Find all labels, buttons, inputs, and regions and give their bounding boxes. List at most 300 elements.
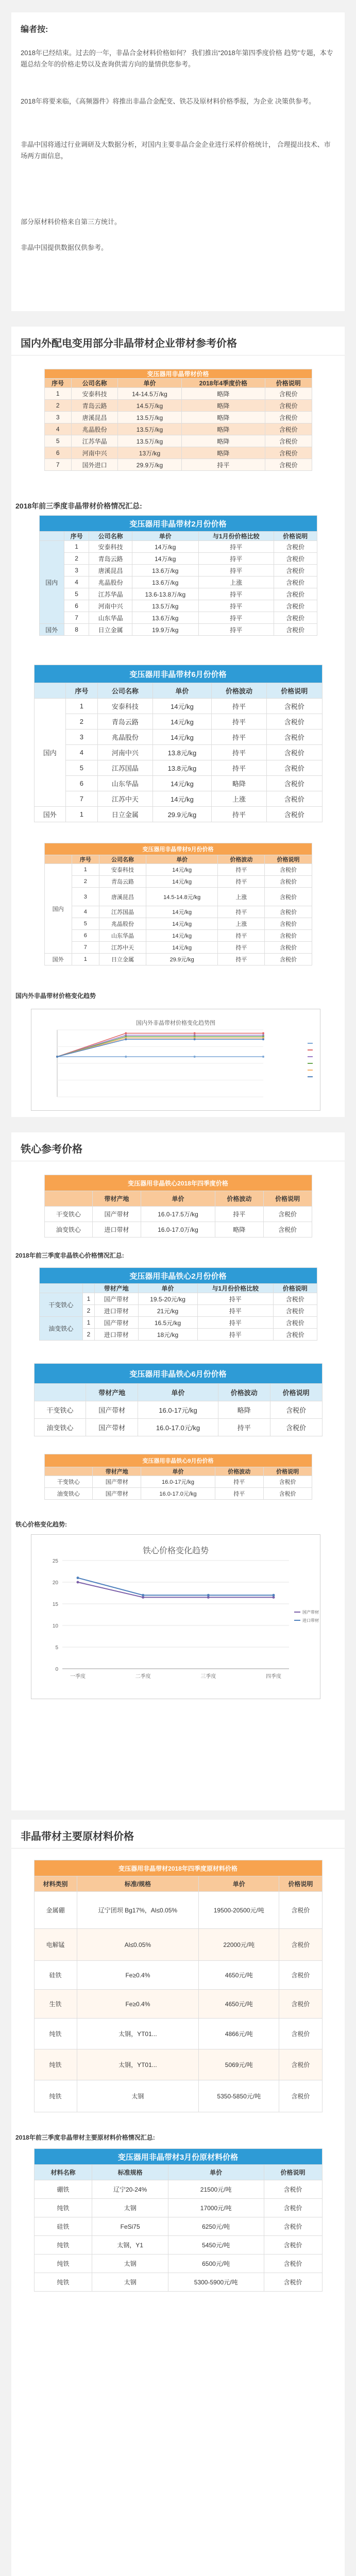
core-chart-plot — [37, 1550, 319, 1694]
header-cell: 单价 — [153, 683, 212, 699]
table-cell: 含税价 — [265, 906, 312, 918]
group-label: 干变铁心 — [44, 1207, 93, 1222]
table-row — [34, 2255, 322, 2273]
table-cell: 唐溪昆昌 — [89, 565, 132, 577]
table-cell: 唐溪昆昌 — [99, 888, 146, 906]
strip-jun-table — [34, 665, 323, 822]
header-cell — [34, 1384, 86, 1401]
table-row — [34, 714, 322, 730]
table-row — [34, 2019, 322, 2049]
table-cell: 干变铁心 — [34, 1401, 86, 1419]
table-cell: 持平 — [211, 730, 266, 745]
table-row — [34, 1419, 322, 1436]
header-cell: 价格波动 — [218, 1384, 270, 1401]
group-label: 国外 — [39, 624, 64, 636]
table-row — [34, 2049, 322, 2080]
header-cell: 单价 — [138, 1284, 197, 1293]
table-cell: 太钢，Y1 — [92, 2236, 168, 2255]
table-cell: 14元/kg — [153, 791, 212, 807]
table-cell: 山东华晶 — [97, 776, 152, 791]
header-cell: 公司名称 — [71, 379, 117, 388]
header-cell — [44, 1467, 93, 1476]
table-cell: 国产带材 — [95, 1317, 138, 1329]
y-tick-label: 25 — [52, 1558, 58, 1564]
y-tick-label: 0 — [55, 1667, 58, 1672]
table-cell: 含税价 — [265, 864, 312, 876]
core-chart-title: 铁心价格变化趋势 — [142, 1547, 209, 1555]
table-cell: FeSi75 — [92, 2217, 168, 2236]
table-cell: 含税价 — [263, 1222, 312, 1238]
table-row — [39, 600, 317, 612]
strip-jun-title: 变压器用非晶带材6月份价格 — [34, 665, 322, 683]
table-row — [44, 918, 312, 930]
table-cell: 19500-20500元/吨 — [199, 1892, 279, 1929]
table-cell: 含税价 — [274, 588, 317, 600]
table-cell: 辽宁20-24% — [92, 2180, 168, 2199]
table-cell: 8 — [64, 624, 89, 636]
raw-q4-title: 变压器用非晶带材2018年四季度原材料价格 — [34, 1860, 322, 1876]
core-jun-table — [34, 1363, 323, 1436]
table-cell: 持平 — [218, 876, 265, 888]
table-cell: 13.6万/kg — [132, 612, 198, 624]
table-cell: 国产带材 — [93, 1207, 141, 1222]
table-row — [44, 864, 312, 876]
strip-chart-plot — [37, 1020, 279, 1107]
header-cell: 材料类别 — [34, 1876, 77, 1892]
table-cell: 6 — [44, 447, 71, 459]
header-cell: 单价 — [199, 1876, 279, 1892]
table-cell: 青岛云路 — [89, 553, 132, 565]
group-label: 油变铁心 — [44, 1222, 93, 1238]
table-cell: 4 — [72, 906, 99, 918]
table-cell: 21元/kg — [138, 1305, 197, 1317]
table-row — [39, 541, 317, 553]
table-cell: 1 — [44, 388, 71, 400]
table-cell: 5 — [72, 918, 99, 930]
table-cell: 河南中兴 — [89, 600, 132, 612]
table-cell: 硅铁 — [34, 1961, 77, 1990]
data-point — [207, 1594, 210, 1597]
table-cell: 14元/kg — [146, 876, 218, 888]
table-cell: 日立金属 — [99, 954, 146, 965]
table-cell: 14元/kg — [153, 730, 212, 745]
table-cell: 略降 — [181, 400, 265, 412]
legend-item — [308, 1074, 315, 1079]
header-cell: 单价 — [118, 379, 181, 388]
strip-feb-title: 变压器用非晶带材2月份价格 — [39, 516, 317, 532]
legend-label: 进口带材 — [302, 1618, 319, 1623]
table-cell: 兆晶股份 — [99, 918, 146, 930]
table-cell: 含税价 — [265, 388, 312, 400]
table-cell: 29.9元/kg — [146, 954, 218, 965]
core-feb-table — [39, 1267, 317, 1341]
table-cell: 6 — [72, 930, 99, 942]
table-cell: 2 — [66, 714, 98, 730]
table-cell: 安泰科技 — [99, 864, 146, 876]
header-cell: 单价 — [146, 855, 218, 864]
table-cell: 2 — [72, 876, 99, 888]
table-row — [39, 588, 317, 600]
table-cell: 14.5万/kg — [118, 400, 181, 412]
header-cell: 公司名称 — [97, 683, 152, 699]
table-cell: Fe≥0.4% — [77, 1961, 199, 1990]
table-cell: 持平 — [198, 600, 274, 612]
table-cell: 1 — [66, 807, 98, 822]
table-cell: 4 — [66, 745, 98, 760]
table-cell: 13.8元/kg — [153, 760, 212, 776]
data-point — [262, 1056, 264, 1058]
table-cell: 含税价 — [263, 1488, 312, 1500]
table-cell: 持平 — [197, 1317, 274, 1329]
table-cell: 含税价 — [274, 577, 317, 588]
table-cell: 纯铁 — [34, 2019, 77, 2049]
table-cell: 1 — [72, 864, 99, 876]
table-cell: 持平 — [218, 864, 265, 876]
table-cell: 纯铁 — [34, 2236, 92, 2255]
table-cell: 14-14.5万/kg — [118, 388, 181, 400]
table-cell: 4650元/吨 — [199, 1990, 279, 2019]
table-cell: 2 — [82, 1305, 94, 1317]
table-cell: 含税价 — [274, 1329, 317, 1341]
table-row — [34, 730, 322, 745]
table-cell: 山东华晶 — [99, 930, 146, 942]
table-cell: 生铁 — [34, 1990, 77, 2019]
table-cell: 含税价 — [267, 760, 322, 776]
raw-mar-table — [34, 2148, 323, 2292]
header-cell: 价格波动 — [215, 1191, 264, 1207]
table-cell: 辽宁团坝 Bg17%，Al≤0.05% — [77, 1892, 199, 1929]
table-cell: 17000元/吨 — [168, 2199, 264, 2217]
legend-item — [308, 1067, 315, 1072]
table-cell: 含税价 — [267, 791, 322, 807]
table-row — [39, 577, 317, 588]
legend-label: 国产带材 — [302, 1610, 319, 1615]
table-cell: 29.9万/kg — [118, 459, 181, 471]
table-cell: 14.5-14.8元/kg — [146, 888, 218, 906]
core-caption-2: 铁心价格变化趋势: — [15, 1521, 67, 1528]
strip-sep-title: 变压器用非晶带材9月份价格 — [44, 843, 312, 855]
table-cell: 14元/kg — [146, 918, 218, 930]
table-cell: 青岛云路 — [97, 714, 152, 730]
data-point — [194, 1038, 196, 1040]
table-cell: 7 — [66, 791, 98, 807]
table-cell: 日立金属 — [97, 807, 152, 822]
table-cell: 河南中兴 — [71, 447, 117, 459]
table-row — [39, 1317, 317, 1329]
table-cell: 山东华晶 — [89, 612, 132, 624]
table-row — [34, 776, 322, 791]
data-point — [125, 1032, 127, 1035]
table-cell: 6250元/吨 — [168, 2217, 264, 2236]
header-cell: 带材产地 — [93, 1467, 141, 1476]
table-cell: 持平 — [181, 459, 265, 471]
table-row — [44, 1476, 312, 1488]
table-cell: 含税价 — [265, 918, 312, 930]
table-row — [34, 1961, 322, 1990]
table-cell: 略降 — [181, 447, 265, 459]
table-cell: 金属硼 — [34, 1892, 77, 1929]
data-point — [194, 1032, 196, 1035]
header-cell: 单价 — [138, 1384, 218, 1401]
group-label: 国内 — [34, 699, 66, 807]
table-cell: 持平 — [197, 1329, 274, 1341]
core-sep-title: 变压器用非晶铁心9月份价格 — [44, 1454, 312, 1467]
header-cell: 价格波动 — [211, 683, 266, 699]
table-cell: 含税价 — [265, 423, 312, 435]
table-cell: 上涨 — [198, 577, 274, 588]
header-cell: 价格说明 — [263, 1467, 312, 1476]
table-cell: 江苏国晶 — [99, 906, 146, 918]
table-cell: 纯铁 — [34, 2049, 77, 2080]
table-cell: 5 — [44, 435, 71, 447]
core-jun-title: 变压器用非晶铁心6月份价格 — [34, 1364, 322, 1384]
group-label: 干变铁心 — [39, 1293, 82, 1317]
table-cell: 6500元/吨 — [168, 2255, 264, 2273]
strip-sep-table — [44, 843, 312, 965]
data-point — [273, 1594, 275, 1597]
table-cell: 16.0-17.5万/kg — [141, 1207, 215, 1222]
table-cell: 14元/kg — [153, 699, 212, 714]
table-row — [44, 435, 312, 447]
table-cell: 13万/kg — [118, 447, 181, 459]
legend-item — [308, 1054, 315, 1059]
table-row — [44, 447, 312, 459]
table-cell: 进口带材 — [93, 1222, 141, 1238]
table-cell: 含税价 — [279, 2049, 322, 2080]
table-cell: 16.0-17元/kg — [138, 1401, 218, 1419]
table-cell: 略降 — [218, 1401, 270, 1419]
table-cell: 持平 — [198, 588, 274, 600]
table-cell: 上涨 — [218, 888, 265, 906]
table-cell: 含税价 — [263, 1207, 312, 1222]
table-cell: 太钢，YT01... — [77, 2049, 199, 2080]
table-cell: 略降 — [211, 776, 266, 791]
table-cell: 持平 — [198, 541, 274, 553]
table-cell: 7 — [72, 942, 99, 954]
table-cell: 13.6-13.8万/kg — [132, 588, 198, 600]
table-row — [39, 553, 317, 565]
table-cell: 略降 — [181, 423, 265, 435]
table-cell: 持平 — [218, 1419, 270, 1436]
header-cell: 价格波动 — [218, 855, 265, 864]
table-cell: 进口带材 — [95, 1329, 138, 1341]
strip-q4-title: 变压器用非晶带材价格 — [44, 369, 312, 379]
table-cell: 进口带材 — [95, 1305, 138, 1317]
table-cell: 含税价 — [267, 699, 322, 714]
header-cell: 单价 — [168, 2165, 264, 2180]
table-row — [34, 2217, 322, 2236]
table-cell: 含税价 — [264, 2255, 322, 2273]
table-cell: 太钢 — [92, 2273, 168, 2292]
table-cell: 江苏中天 — [97, 791, 152, 807]
core-trend-chart — [31, 1534, 320, 1699]
y-tick-label: 15 — [52, 1602, 58, 1607]
table-cell: 含税价 — [264, 2199, 322, 2217]
table-cell: 含税价 — [265, 954, 312, 965]
table-cell: 16.0-17.0万/kg — [141, 1222, 215, 1238]
table-cell: 江苏华晶 — [71, 435, 117, 447]
table-cell: 太钢 — [77, 2080, 199, 2112]
table-row — [34, 2273, 322, 2292]
table-cell: 国产带材 — [93, 1476, 141, 1488]
table-cell: 持平 — [218, 906, 265, 918]
data-point — [194, 1056, 196, 1058]
table-cell: 兆晶股份 — [97, 730, 152, 745]
table-cell: 含税价 — [267, 714, 322, 730]
header-cell: 价格说明 — [274, 532, 317, 541]
header-cell — [44, 855, 72, 864]
header-cell: 标准/规格 — [77, 1876, 199, 1892]
table-cell: 太钢，YT01... — [77, 2019, 199, 2049]
table-cell: 22000元/吨 — [199, 1929, 279, 1961]
table-cell: 持平 — [197, 1305, 274, 1317]
header-cell: 单价 — [132, 532, 198, 541]
data-point — [125, 1038, 127, 1040]
table-cell: 含税价 — [265, 447, 312, 459]
header-cell: 单价 — [141, 1191, 215, 1207]
strip-caption-1: 2018年前三季度非晶带材价格情况汇总: — [15, 502, 142, 510]
header-cell — [82, 1284, 94, 1293]
table-cell: 2 — [82, 1329, 94, 1341]
data-point — [125, 1056, 127, 1058]
table-row — [44, 876, 312, 888]
header-cell: 2018年4季度价格 — [181, 379, 265, 388]
table-cell: 纯铁 — [34, 2199, 92, 2217]
table-cell: 江苏华晶 — [89, 588, 132, 600]
table-cell: 硅铁 — [34, 2217, 92, 2236]
group-label: 国内 — [39, 541, 64, 624]
table-row — [44, 412, 312, 423]
raw-q4-table — [34, 1860, 323, 2112]
table-cell: 持平 — [198, 565, 274, 577]
group-label: 国内 — [44, 864, 72, 954]
data-point — [77, 1577, 79, 1579]
header-cell: 带材产地 — [86, 1384, 138, 1401]
table-cell: 2 — [64, 553, 89, 565]
y-tick-label: 10 — [52, 1623, 58, 1629]
header-cell: 价格说明 — [274, 1284, 317, 1293]
table-cell: 19.5-20元/kg — [138, 1293, 197, 1305]
table-cell: 上涨 — [211, 791, 266, 807]
table-cell: 略降 — [215, 1222, 264, 1238]
table-cell: 含税价 — [267, 745, 322, 760]
table-cell: 含税价 — [279, 1961, 322, 1990]
table-cell: 含税价 — [267, 730, 322, 745]
table-cell: 国产带材 — [86, 1419, 138, 1436]
table-cell: 含税价 — [265, 942, 312, 954]
table-cell: 含税价 — [274, 612, 317, 624]
table-row — [34, 745, 322, 760]
strip-chart-legend — [308, 1040, 315, 1080]
table-cell: 持平 — [211, 714, 266, 730]
table-row — [39, 1293, 317, 1305]
table-cell: Fe≥0.4% — [77, 1990, 199, 2019]
table-cell: 14元/kg — [146, 906, 218, 918]
header-cell: 价格说明 — [263, 1191, 312, 1207]
table-cell: 含税价 — [274, 1317, 317, 1329]
table-cell: 持平 — [215, 1476, 263, 1488]
table-cell: 含税价 — [264, 2236, 322, 2255]
legend-item — [308, 1047, 315, 1052]
table-row — [44, 1207, 312, 1222]
strip-caption-2: 国内外非晶带材价格变化趋势 — [15, 992, 96, 999]
x-tick-label: 四季度 — [266, 1674, 281, 1680]
table-cell: 安泰科技 — [97, 699, 152, 714]
header-cell: 价格说明 — [265, 855, 312, 864]
table-cell: 4650元/吨 — [199, 1961, 279, 1990]
table-cell: 江苏中天 — [99, 942, 146, 954]
table-cell: 含税价 — [274, 624, 317, 636]
table-cell: 1 — [64, 541, 89, 553]
table-row — [34, 807, 322, 822]
table-cell: 5450元/吨 — [168, 2236, 264, 2255]
table-row — [39, 624, 317, 636]
table-row — [44, 954, 312, 965]
table-cell: 兆晶股份 — [89, 577, 132, 588]
intro-paragraph-3: 非晶中国将通过行业调研及大数据分析，对国内主要非晶合金企业进行采样价格统计， 合理提出技术、市场两方面信息， — [21, 141, 331, 160]
header-cell: 序号 — [64, 532, 89, 541]
header-cell: 与1月份价格比较 — [197, 1284, 274, 1293]
table-cell: 16.0-17.0元/kg — [138, 1419, 218, 1436]
header-cell: 价格说明 — [267, 683, 322, 699]
table-cell: 硼铁 — [34, 2180, 92, 2199]
table-cell: 持平 — [198, 612, 274, 624]
table-cell: 13.6万/kg — [132, 577, 198, 588]
table-cell: 太钢 — [92, 2255, 168, 2273]
table-cell: 国产带材 — [86, 1401, 138, 1419]
core-q4-table — [44, 1175, 312, 1238]
raw-mar-title: 变压器用非晶带材3月份原材料价格 — [34, 2149, 322, 2165]
table-cell: 16.5元/kg — [138, 1317, 197, 1329]
table-cell: 江苏国晶 — [97, 760, 152, 776]
table-cell: 13.5万/kg — [118, 423, 181, 435]
table-cell: 持平 — [211, 699, 266, 714]
table-cell: 7 — [44, 459, 71, 471]
table-cell: 14万/kg — [132, 553, 198, 565]
table-cell: 国产带材 — [95, 1293, 138, 1305]
strip-q4-table — [44, 369, 312, 471]
table-cell: 含税价 — [264, 2273, 322, 2292]
header-cell: 公司名称 — [89, 532, 132, 541]
table-cell: 含税价 — [274, 600, 317, 612]
data-point — [262, 1038, 264, 1040]
table-cell: 青岛云路 — [99, 876, 146, 888]
table-cell: 含税价 — [274, 553, 317, 565]
table-cell: 3 — [66, 730, 98, 745]
header-cell: 与1月份价格比较 — [198, 532, 274, 541]
table-cell: 含税价 — [274, 1305, 317, 1317]
intro-paragraph-2: 2018年将要来临，《高频器件》将推出非晶合金配变、铁芯及原材料价格季报，为企业 决策供参考。 — [21, 97, 316, 105]
table-row — [34, 1892, 322, 1929]
strip-trend-chart — [31, 1009, 320, 1111]
table-cell: 持平 — [218, 942, 265, 954]
table-cell: 国外进口 — [71, 459, 117, 471]
table-cell: 太钢 — [92, 2199, 168, 2217]
table-cell: 14元/kg — [153, 714, 212, 730]
table-cell: 持平 — [215, 1207, 264, 1222]
table-row — [34, 2199, 322, 2217]
table-cell: 含税价 — [279, 1990, 322, 2019]
table-cell: 油变铁心 — [34, 1419, 86, 1436]
header-cell: 标准规格 — [92, 2165, 168, 2180]
table-cell: 含税价 — [265, 930, 312, 942]
legend-item — [308, 1040, 315, 1045]
table-cell: 电解锰 — [34, 1929, 77, 1961]
x-tick-label: 一季度 — [70, 1674, 86, 1680]
y-tick-label: 5 — [55, 1645, 58, 1651]
raw-section-title: 非晶带材主要原材料价格 — [11, 1820, 345, 1849]
table-cell: 5300-5900元/吨 — [168, 2273, 264, 2292]
